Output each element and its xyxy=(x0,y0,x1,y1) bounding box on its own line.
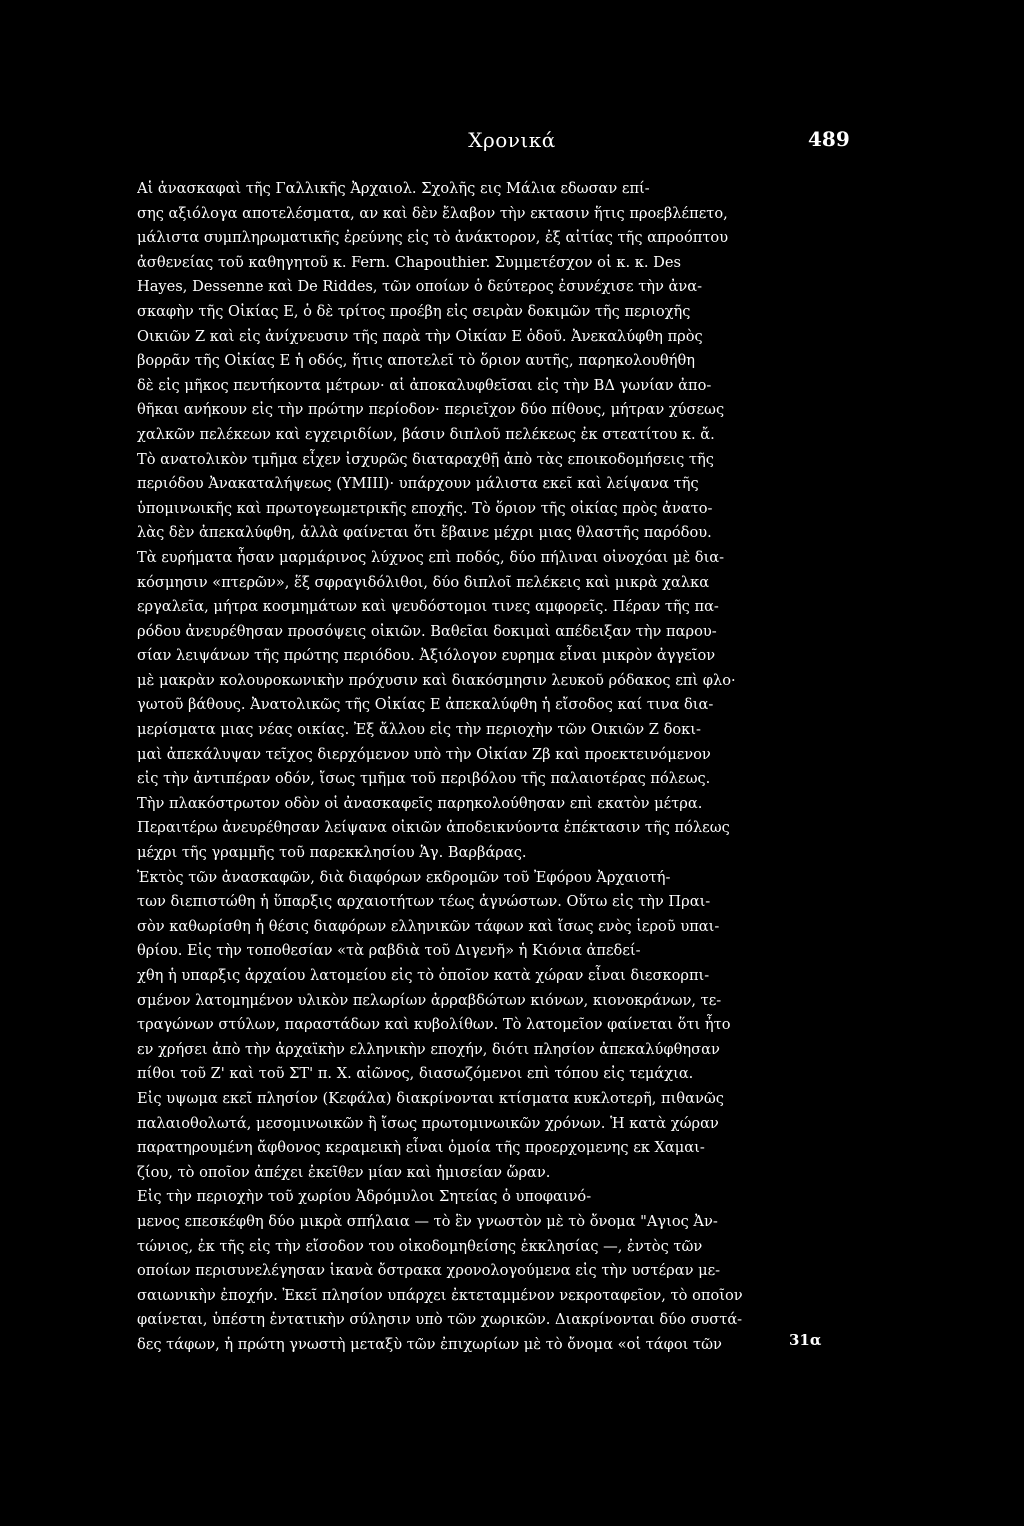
text-line: Περαιτέρω ἀνευρέθησαν λείψανα οἰκιῶν ἀποδεικνύοντα ἐπέκτασιν τῆς πόλεως xyxy=(137,819,730,837)
text-line: παρατηρουμένη ἄφθονος κεραμεικὴ εἶναι ὁμοία τῆς προερχομενης εκ Χαμαι- xyxy=(137,1139,705,1157)
text-line: μέχρι τῆς γραμμῆς τοῦ παρεκκλησίου Ἁγ. Βαρβάρας. xyxy=(137,844,527,862)
text-line: Τὰ ευρήματα ἦσαν μαρμάρινος λύχνος επὶ ποδός, δύο πήλιναι οἰνοχόαι μὲ δια- xyxy=(137,548,725,566)
text-line: Εἰς υψωμα εκεῖ πλησίον (Κεφάλα) διακρίνονται κτίσματα κυκλοτερῆ, πιθανῶς xyxy=(137,1089,724,1107)
page-number: 489 xyxy=(808,127,850,151)
text-line: βορρᾶν τῆς Οἰκίας Ε ἡ οδός, ἥτις αποτελεῖ τὸ ὅριον αυτῆς, παρηκολουθήθη xyxy=(137,352,695,370)
text-line: δὲ εἰς μῆκος πεντήκοντα μέτρων· αἱ ἀποκαλυφθεῖσαι εἰς τὴν ΒΔ γωνίαν ἀπο- xyxy=(137,376,712,394)
text-line: παλαιοθολωτά, μεσομινωικῶν ἢ ἴσως πρωτομινωικῶν χρόνων. Ἡ κατὰ χώραν xyxy=(137,1114,719,1132)
text-line: Τὸ ανατολικὸν τμῆμα εἶχεν ἰσχυρῶς διαταραχθῇ ἀπὸ τὰς εποικοδομήσεις τῆς xyxy=(137,450,714,468)
text-line: εργαλεῖα, μήτρα κοσμημάτων καὶ ψευδόστομοι τινες αμφορεῖς. Πέραν τῆς πα- xyxy=(137,598,719,616)
text-line: Ἐκτὸς τῶν ἀνασκαφῶν, διὰ διαφόρων εκδρομῶν τοῦ Ἐφόρου Ἀρχαιοτή- xyxy=(137,868,671,886)
text-line: μερίσματα μιας νέας οικίας. Ἐξ ἄλλου εἰς τὴν περιοχὴν τῶν Οικιῶν Ζ δοκι- xyxy=(137,721,701,739)
text-line: θρίου. Εἰς τὴν τοποθεσίαν «τὰ ραβδιὰ τοῦ Διγενῆ» ἡ Κιόνια ἀπεδεί- xyxy=(137,942,641,960)
text-line: ζίου, τὸ οποῖον ἀπέχει ἐκεῖθεν μίαν καὶ ἡμισείαν ὥραν. xyxy=(137,1163,551,1181)
text-line: σης αξιόλογα αποτελέσματα, αν καὶ δὲν ἔλαβον τὴν εκτασιν ἥτις προεβλέπετο, xyxy=(137,204,728,222)
text-line: οποίων περισυνελέγησαν ἱκανὰ ὄστρακα χρονολογούμενα εἰς τὴν υστέραν με- xyxy=(137,1262,721,1280)
text-line: δες τάφων, ἡ πρώτη γνωστὴ μεταξὺ τῶν ἐπιχωρίων μὲ τὸ ὄνομα «οἱ τάφοι τῶν xyxy=(137,1335,722,1353)
text-line: Τὴν πλακόστρωτον οδὸν οἱ ἀνασκαφεῖς παρηκολούθησαν επὶ εκατὸν μέτρα. xyxy=(137,794,703,812)
text-line: θῆκαι ανήκουν εἰς τὴν πρώτην περίοδον· περιεῖχον δύο πίθους, μήτραν χύσεως xyxy=(137,401,725,419)
running-header-title: Χρονικά xyxy=(468,128,556,152)
text-line: μάλιστα συμπληρωματικῆς ἐρεύνης εἰς τὸ ἀνάκτορον, ἐξ αἰτίας τῆς απροόπτου xyxy=(137,229,729,247)
text-line: σμένον λατομημένον υλικὸν πελωρίων ἀρραβδώτων κιόνων, κιονοκράνων, τε- xyxy=(137,991,722,1009)
text-line: χαλκῶν πελέκεων καὶ εγχειριδίων, βάσιν διπλοῦ πελέκεως ἐκ στεατίτου κ. ἄ. xyxy=(137,425,715,443)
body-text xyxy=(137,177,817,1358)
text-line: ἀσθενείας τοῦ καθηγητοῦ κ. Fern. Chapouthier. Συμμετέσχον οἱ κ. κ. Des xyxy=(137,253,681,271)
text-line: ὑπομινωικῆς καὶ πρωτογεωμετρικῆς εποχῆς. Τὸ ὅριον τῆς οἰκίας πρὸς ἀνατο- xyxy=(137,499,713,517)
text-line: χθη ἡ υπαρξις ἀρχαίου λατομείου εἰς τὸ ὁποῖον κατὰ χώραν εἶναι διεσκορπι- xyxy=(137,967,710,984)
text-line: μενος επεσκέφθη δύο μικρὰ σπήλαια — τὸ ἓν γνωστὸν μὲ τὸ ὄνομα "Αγιος Ἀν- xyxy=(137,1212,718,1230)
text-line: Εἰς τὴν περιοχὴν τοῦ χωρίου Ἀδρόμυλοι Σητείας ὁ υποφαινό- xyxy=(137,1188,592,1206)
text-line: Hayes, Dessenne καὶ De Riddes, τῶν οποίων ὁ δεύτερος ἐσυνέχισε τὴν ἀνα- xyxy=(137,278,703,296)
printer-signature-mark: 31α xyxy=(789,1331,822,1349)
text-line: μαὶ ἀπεκάλυψαν τεῖχος διερχόμενον υπὸ τὴν Οἰκίαν Ζβ καὶ προεκτεινόμενον xyxy=(137,745,711,763)
text-line: εν χρήσει ἀπὸ τὴν ἀρχαϊκὴν ελληνικὴν εποχήν, διότι πλησίον ἀπεκαλύφθησαν xyxy=(137,1040,720,1058)
text-line: Οικιῶν Ζ καὶ εἰς ἀνίχνευσιν τῆς παρὰ τὴν Οἰκίαν Ε ὁδοῦ. Ἀνεκαλύφθη πρὸς xyxy=(137,327,703,345)
text-line: λὰς δὲν ἀπεκαλύφθη, ἀλλὰ φαίνεται ὅτι ἔβαινε μέχρι μιας θλαστῆς παρόδου. xyxy=(137,524,712,542)
text-line: των διεπιστώθη ἡ ὕπαρξις αρχαιοτήτων τέως ἀγνώστων. Οὕτω εἰς τὴν Πραι- xyxy=(137,893,711,911)
text-line: πίθοι τοῦ Ζ' καὶ τοῦ ΣΤ' π. Χ. αἰῶνος, διασωζόμενοι επὶ τόπου εἰς τεμάχια. xyxy=(137,1065,694,1083)
text-line: σίαν λειψάνων τῆς πρώτης περιόδου. Ἀξιόλογον ευρημα εἶναι μικρὸν ἀγγεῖον xyxy=(137,647,716,665)
text-line: φαίνεται, ὑπέστη ἐντατικὴν σύλησιν υπὸ τῶν χωρικῶν. Διακρίνονται δύο συστά- xyxy=(137,1311,743,1329)
text-line: ρόδου ἀνευρέθησαν προσόψεις οἰκιῶν. Βαθεῖαι δοκιμαὶ απέδειξαν τὴν παρου- xyxy=(137,622,717,640)
text-line: μὲ μακρὰν κολουροκωνικὴν πρόχυσιν καὶ διακόσμησιν λευκοῦ ρόδακος επὶ φλο· xyxy=(137,671,736,689)
text-line: Αἱ ἀνασκαφαὶ τῆς Γαλλικῆς Ἀρχαιολ. Σχολῆς εις Μάλια εδωσαν επί- xyxy=(137,180,650,197)
text-line: σὸν καθωρίσθη ἡ θέσις διαφόρων ελληνικῶν τάφων καὶ ἴσως ενὸς ἱεροῦ υπαι- xyxy=(137,917,720,935)
text-line: τώνιος, ἐκ τῆς εἰς τὴν εἴσοδον του οἰκοδομηθείσης ἐκκλησίας —, ἐντὸς τῶν xyxy=(137,1237,703,1255)
text-line: γωτοῦ βάθους. Ἀνατολικῶς τῆς Οἰκίας Ε ἀπεκαλύφθη ἡ εἴσοδος καί τινα δια- xyxy=(137,696,714,714)
text-line: κόσμησιν «πτερῶν», ἕξ σφραγιδόλιθοι, δύο διπλοῖ πελέκεις καὶ μικρὰ χαλκα xyxy=(137,573,710,591)
text-line: εἰς τὴν ἀντιπέραν οδόν, ἴσως τμῆμα τοῦ περιβόλου τῆς παλαιοτέρας πόλεως. xyxy=(137,770,711,788)
text-line: περιόδου Ἀνακαταλήψεως (ΥΜΙΙΙ)· υπάρχουν μάλιστα εκεῖ καὶ λείψανα τῆς xyxy=(137,475,699,493)
text-line: σαιωνικὴν ἐποχήν. Ἐκεῖ πλησίον υπάρχει ἐκτεταμμένον νεκροταφεῖον, τὸ οποῖον xyxy=(137,1286,743,1304)
text-line: σκαφὴν τῆς Οἰκίας Ε, ὁ δὲ τρίτος προέβη εἰς σειρὰν δοκιμῶν τῆς περιοχῆς xyxy=(137,302,691,320)
text-line: τραγώνων στύλων, παραστάδων καὶ κυβολίθων. Τὸ λατομεῖον φαίνεται ὅτι ἦτο xyxy=(137,1016,731,1034)
